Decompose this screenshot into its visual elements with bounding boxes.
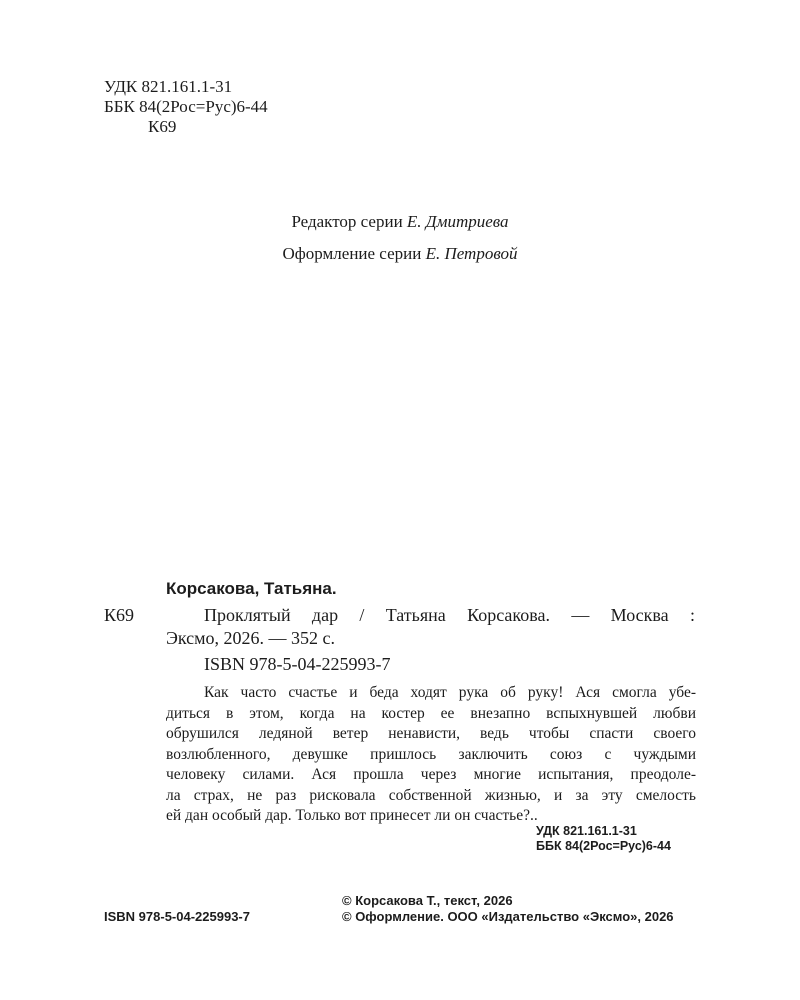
footer-isbn: ISBN 978-5-04-225993-7: [104, 909, 250, 924]
catalog-title-line-1: Проклятый дар / Татьяна Корсакова. — Москва :: [204, 605, 695, 625]
series-design-name: Е. Петровой: [425, 244, 518, 263]
bottom-udk-code: УДК 821.161.1-31: [536, 824, 637, 838]
annotation-line: ей дан особый дар. Только вот принесет ли он счастье?..: [166, 807, 538, 824]
series-editor-line: [0, 212, 800, 232]
catalog-isbn: ISBN 978-5-04-225993-7: [204, 654, 391, 674]
series-editor-name: Е. Дмитриева: [406, 212, 509, 231]
copyright-text: © Корсакова Т., текст, 2026: [342, 893, 513, 908]
annotation-line: возлюбленного, девушке пришлось заключить союз с чуждыми: [166, 745, 696, 763]
series-editor-label: Редактор серии: [291, 212, 403, 231]
annotation-line: человеку силами. Ася прошла через многие испытания, преодоле-: [166, 766, 696, 783]
bbk-code: ББК 84(2Рос=Рус)6-44: [104, 97, 268, 116]
annotation-line: диться в этом, когда на костер ее внезапно вспыхнувшей любви: [166, 704, 696, 722]
catalog-author-heading: Корсакова, Татьяна.: [166, 579, 337, 598]
author-mark: К69: [148, 117, 177, 136]
bottom-bbk-code: ББК 84(2Рос=Рус)6-44: [536, 839, 671, 853]
series-design-line: [0, 244, 800, 264]
series-design-label: Оформление серии: [282, 244, 422, 263]
annotation-line: обрушился ледяной ветер ненависти, ведь чтобы спасти своего: [166, 725, 696, 742]
catalog-title-line-2: Эксмо, 2026. — 352 с.: [166, 628, 336, 648]
copyright-design: © Оформление. ООО «Издательство «Эксмо», 2026: [342, 909, 674, 924]
annotation-line: Как часто счастье и беда ходят рука об руку! Ася смогла убе-: [204, 684, 696, 701]
udk-code: УДК 821.161.1-31: [104, 77, 233, 96]
catalog-author-mark: К69: [104, 605, 135, 625]
annotation-block: [166, 683, 696, 827]
annotation-line: ла страх, не раз рисковала собственной жизнью, и за эту смелость: [166, 786, 696, 804]
